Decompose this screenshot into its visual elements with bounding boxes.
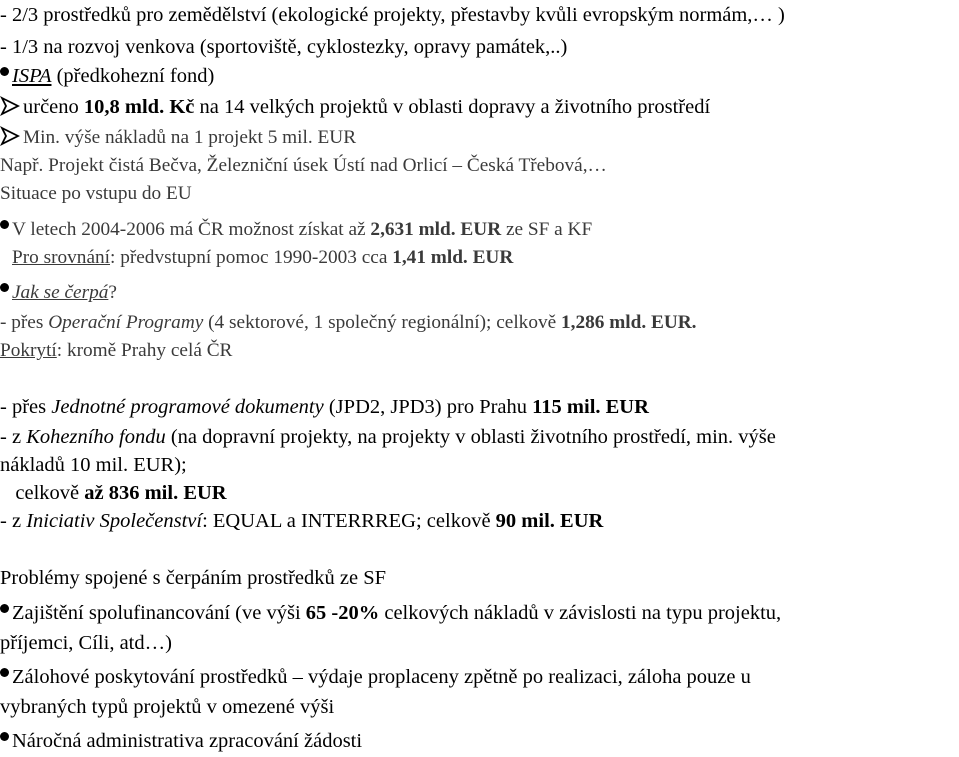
text-line [0,633,172,654]
bullet-icon [0,220,9,229]
text-line [0,427,776,448]
text-line [12,248,513,267]
text-line [0,184,192,203]
line-text: Zajištění spolufinancování (ve výši [12,602,306,624]
bullet-line [0,283,117,302]
bullet-icon [0,668,9,677]
line-text: (na dopravní projekty, na projekty v oblasti životního prostředí, min. výše [165,426,776,448]
bullet-line [0,603,781,624]
line-text: - z [0,510,27,532]
line-text: celkových nákladů v závislosti na typu projektu, [379,602,782,624]
text-line [0,455,187,476]
line-text: (JPD2, JPD3) pro Prahu [323,396,533,418]
program-term: Operační Programy [48,312,204,333]
line-text: určeno [23,96,84,118]
line-text: celkově [0,482,85,504]
bullet-icon [0,283,9,292]
line-text: Min. výše nákladů na 1 projekt 5 mil. EUR [23,127,357,148]
text-line [0,37,567,58]
line-text: Náročná administrativa zpracování žádosti [12,730,363,752]
line-text: na 14 velkých projektů v oblasti dopravy a životního prostředí [194,96,711,118]
bullet-line [0,667,751,688]
line-text: Problémy spojené s čerpáním prostředků ze SF [0,567,387,589]
line-text: : EQUAL a INTERRREG; celkově [202,510,496,532]
line-text: nákladů 10 mil. EUR); [0,454,187,476]
line-text: : kromě Prahy celá ČR [56,340,233,361]
bullet-line [0,66,214,87]
bullet-line [0,731,362,752]
line-text: ze SF a KF [501,219,593,240]
line-text: ? [108,282,117,303]
text-line [0,483,227,504]
amount: 90 mil. EUR [495,510,604,532]
line-text: Situace po vstupu do EU [0,183,192,204]
text-line [0,511,603,532]
amount: 1,41 mld. EUR [392,247,514,268]
line-text: Např. Projekt čistá Bečva, Železniční úsek Ústí nad Orlicí – Česká Třebová,… [0,155,607,176]
ispa-term: ISPA [12,65,52,87]
line-text: příjemci, Cíli, atd…) [0,632,172,654]
line-text: - 1/3 na rozvoj venkova (sportoviště, cyklostezky, opravy památek,..) [0,36,568,58]
line-text: (4 sektorové, 1 společný regionální); celkově [203,312,561,333]
amount: 2,631 mld. EUR [370,219,502,240]
amount: 10,8 mld. Kč [83,96,195,118]
arrow-line [0,126,356,147]
line-text: : předvstupní pomoc 1990-2003 cca [110,247,393,268]
line-text: (předkohezní fond) [51,65,215,87]
arrowhead-icon [0,126,20,146]
text-line [0,313,697,332]
program-term: Kohezního fondu [26,426,166,448]
bullet-line [0,220,592,239]
text-line [0,341,232,360]
amount: 115 mil. EUR [532,396,649,418]
text-line [0,5,785,26]
line-text: - 2/3 prostředků pro zemědělství (ekologické projekty, přestavby kvůli evropským normám,… ) [0,4,785,26]
amount: až 836 mil. EUR [84,482,227,504]
arrowhead-icon [0,96,20,116]
bullet-icon [0,67,9,76]
program-term: Jednotné programové dokumenty [51,396,324,418]
amount: 65 -20% [305,602,380,624]
underlined-term: Pokrytí [0,340,57,361]
line-text: - přes [0,312,49,333]
text-line [0,697,334,718]
line-text: V letech 2004-2006 má ČR možnost získat až [12,219,371,240]
text-line [0,156,607,175]
line-text: - z [0,426,27,448]
arrow-line [0,96,710,118]
bullet-icon [0,604,9,613]
section-heading [0,568,386,589]
question-term: Jak se čerpá [12,282,109,303]
bullet-icon [0,732,9,741]
underlined-term: Pro srovnání [12,247,111,268]
line-text: Zálohové poskytování prostředků – výdaje proplaceny zpětně po realizaci, záloha pouze u [12,666,751,688]
amount: 1,286 mld. EUR. [560,312,697,333]
text-line [0,397,649,418]
line-text: vybraných typů projektů v omezené výši [0,696,335,718]
line-text: - přes [0,396,52,418]
program-term: Iniciativ Společenství [26,510,203,532]
